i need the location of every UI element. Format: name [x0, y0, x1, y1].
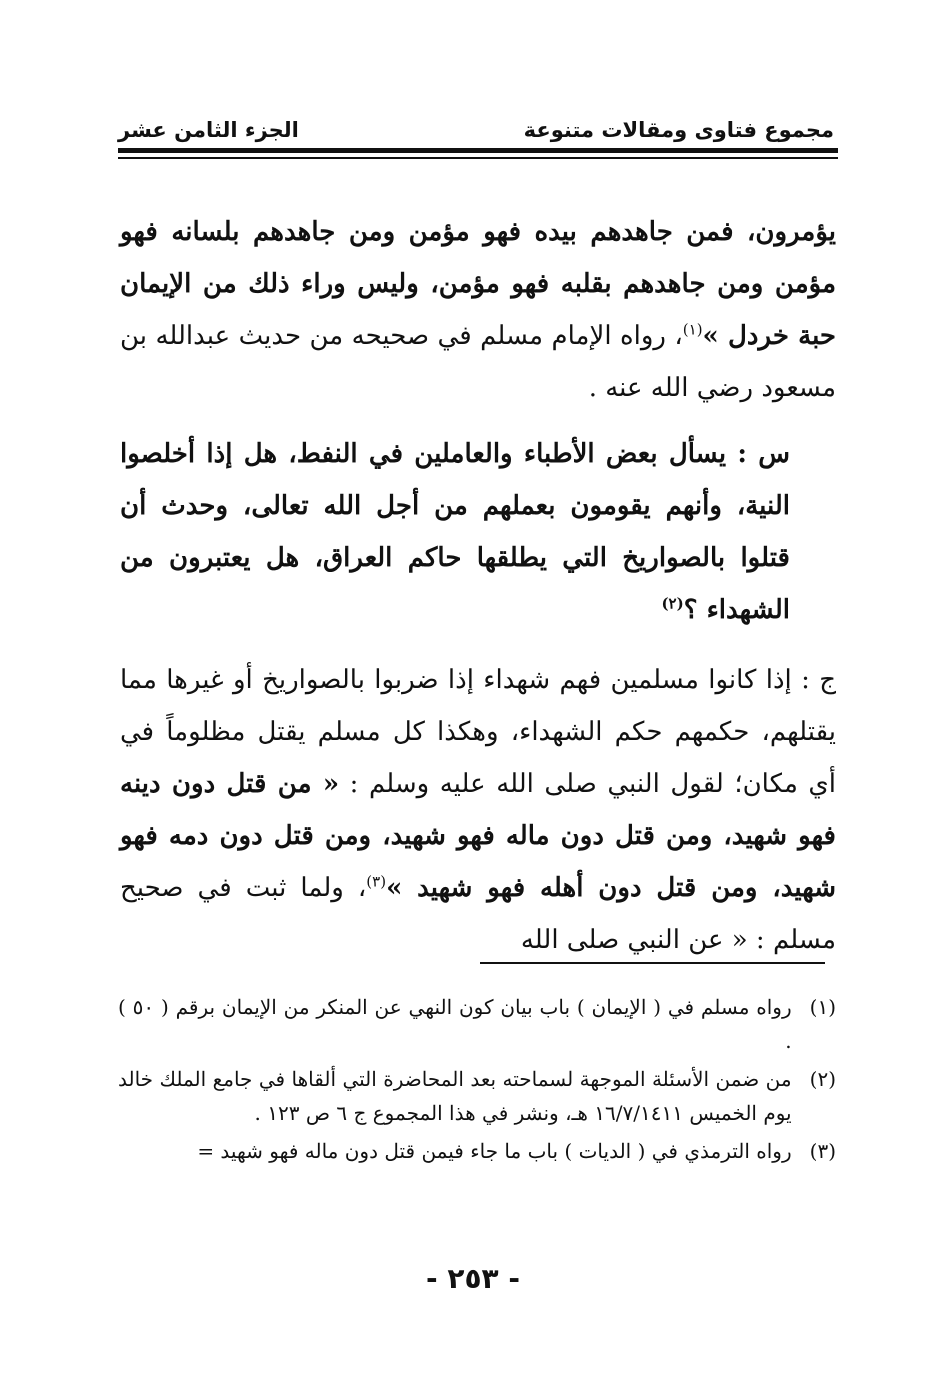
footnote-text: رواه مسلم في ( الإيمان ) باب بيان كون النهي عن المنكر من الإيمان برقم ( ٥٠ ) . — [118, 995, 792, 1053]
answer-continuation: ، ولما ثبت في صحيح مسلم : « عن النبي صلى الله — [120, 873, 836, 955]
footnote-ref-3: (٣) — [366, 872, 387, 891]
footnote-ref-1: (١) — [682, 320, 703, 339]
question-paragraph — [120, 428, 836, 636]
footnotes — [118, 990, 836, 1172]
page-number: - ٢٥٣ - — [425, 1262, 521, 1295]
answer-paragraph — [120, 654, 836, 966]
main-text — [120, 206, 836, 966]
header-rule-thin — [118, 157, 838, 159]
header-rule-thick — [118, 148, 838, 153]
footnote-item — [118, 990, 836, 1058]
paragraph-narration: ، رواه الإمام مسلم في صحيحه من حديث عبدالله بن مسعود رضي الله عنه . — [120, 321, 836, 403]
footnote-separator — [480, 962, 825, 964]
footnote-text: رواه الترمذي في ( الديات ) باب ما جاء فيمن قتل دون ماله فهو شهيد = — [197, 1139, 792, 1163]
answer-intro: ج : إذا كانوا مسلمين فهم شهداء إذا ضربوا بالصواريخ أو غيرها مما يقتلهم، حكمهم حكم الشهداء، وهكذا كل مسلم يقتل مظلوماً في أي مكان؛ لقول النبي صلى الله عليه وسلم : — [120, 665, 836, 799]
footnote-number: (٢) — [809, 1067, 836, 1091]
answer-hadith: « من قتل دون دينه فهو شهيد، ومن قتل دون ماله فهو شهيد، ومن قتل دون دمه فهو شهيد، ومن قتل دون أهله فهو شهيد » — [120, 769, 836, 903]
footnote-item — [118, 1134, 836, 1168]
footnote-ref-2: (٢) — [661, 594, 684, 613]
hadith-text: يؤمرون، فمن جاهدهم بيده فهو مؤمن ومن جاهدهم بلسانه فهو مؤمن ومن جاهدهم بقلبه فهو مؤمن، وليس وراء ذلك من الإيمان حبة خردل » — [120, 217, 836, 351]
header-volume-title: الجزء الثامن عشر — [118, 118, 299, 142]
question-text: س : يسأل بعض الأطباء والعاملين في النفط، هل إذا أخلصوا النية، وأنهم يقومون بعملهم من أجل الله تعالى، وحدث أن قتلوا بالصواريخ التي يطلقها حاكم العراق، هل يعتبرون من الشهداء ؟ — [120, 439, 790, 625]
footnote-item — [118, 1062, 836, 1130]
running-header — [118, 112, 834, 142]
footnote-number: (٣) — [809, 1139, 836, 1163]
footnote-number: (١) — [809, 995, 836, 1019]
footnote-text: من ضمن الأسئلة الموجهة لسماحته بعد المحاضرة التي ألقاها في جامع الملك خالد يوم الخميس ١٦/٧/١٤١١ هـ، ونشر في هذا المجموع ج ٦ ص ١٢٣ . — [118, 1067, 792, 1125]
header-book-title: مجموع فتاوى ومقالات متنوعة — [523, 118, 834, 142]
paragraph-hadith-continuation — [120, 206, 836, 414]
